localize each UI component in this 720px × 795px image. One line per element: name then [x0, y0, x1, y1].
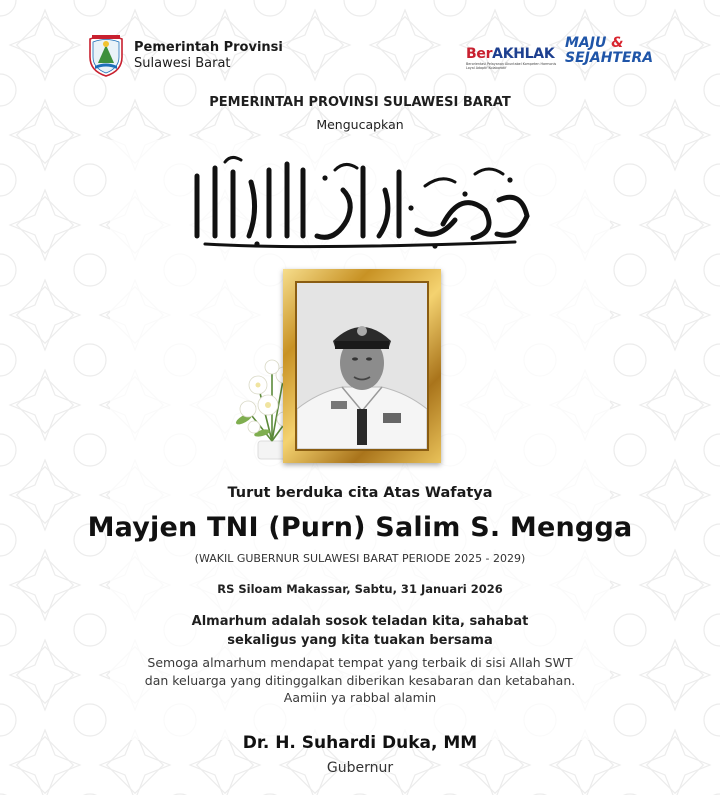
- place-date: RS Siloam Makassar, Sabtu, 31 Januari 2026: [217, 582, 503, 596]
- subtitle: Mengucapkan: [316, 117, 404, 132]
- province-emblem-logo: [86, 33, 126, 77]
- berakhlak-part2: AKHLAK: [492, 46, 555, 62]
- arabic-calligraphy-image: [185, 150, 535, 250]
- prayer-line1: Semoga almarhum mendapat tempat yang terbaik di sisi Allah SWT: [147, 655, 573, 670]
- maju-sejahtera-logo: [565, 36, 653, 66]
- tribute-text: [0, 612, 720, 650]
- tribute-line2: sekaligus yang kita tuakan bersama: [227, 633, 493, 648]
- signer-title: Gubernur: [326, 760, 394, 776]
- government-name: [134, 40, 283, 72]
- sejahtera-word: SEJAHTERA: [565, 50, 654, 66]
- portrait-photo: [295, 281, 429, 451]
- signer-name: Dr. H. Suhardi Duka, MM: [242, 733, 478, 753]
- prayer-text: [0, 654, 720, 707]
- condolence-line: Turut berduka cita Atas Wafatya: [227, 485, 493, 501]
- tribute-line1: Almarhum adalah sosok teladan kita, sahabat: [191, 614, 529, 629]
- prayer-line3: Aamiin ya rabbal alamin: [283, 690, 437, 705]
- gov-name-line2: Sulawesi Barat: [134, 56, 231, 71]
- deceased-name: Mayjen TNI (Purn) Salim S. Mengga: [87, 512, 633, 543]
- page-title: PEMERINTAH PROVINSI SULAWESI BARAT: [209, 95, 511, 110]
- gov-name-line1: Pemerintah Provinsi: [134, 40, 283, 55]
- berakhlak-tagline: Berorientasi Pelayanan Akuntabel Kompeten Harmonis Loyal Adaptif Kolaboratif: [466, 62, 557, 70]
- berakhlak-logo: [466, 46, 558, 70]
- portrait-frame: [283, 269, 441, 463]
- maju-word: MAJU: [565, 35, 607, 51]
- prayer-line2: dan keluarga yang ditinggalkan diberikan kesabaran dan ketabahan.: [144, 672, 576, 688]
- maju-ampersand: &: [611, 35, 624, 51]
- berakhlak-wordmark: [466, 46, 558, 62]
- berakhlak-part1: Ber: [466, 46, 493, 62]
- deceased-position: (WAKIL GUBERNUR SULAWESI BARAT PERIODE 2025 - 2029): [194, 552, 526, 565]
